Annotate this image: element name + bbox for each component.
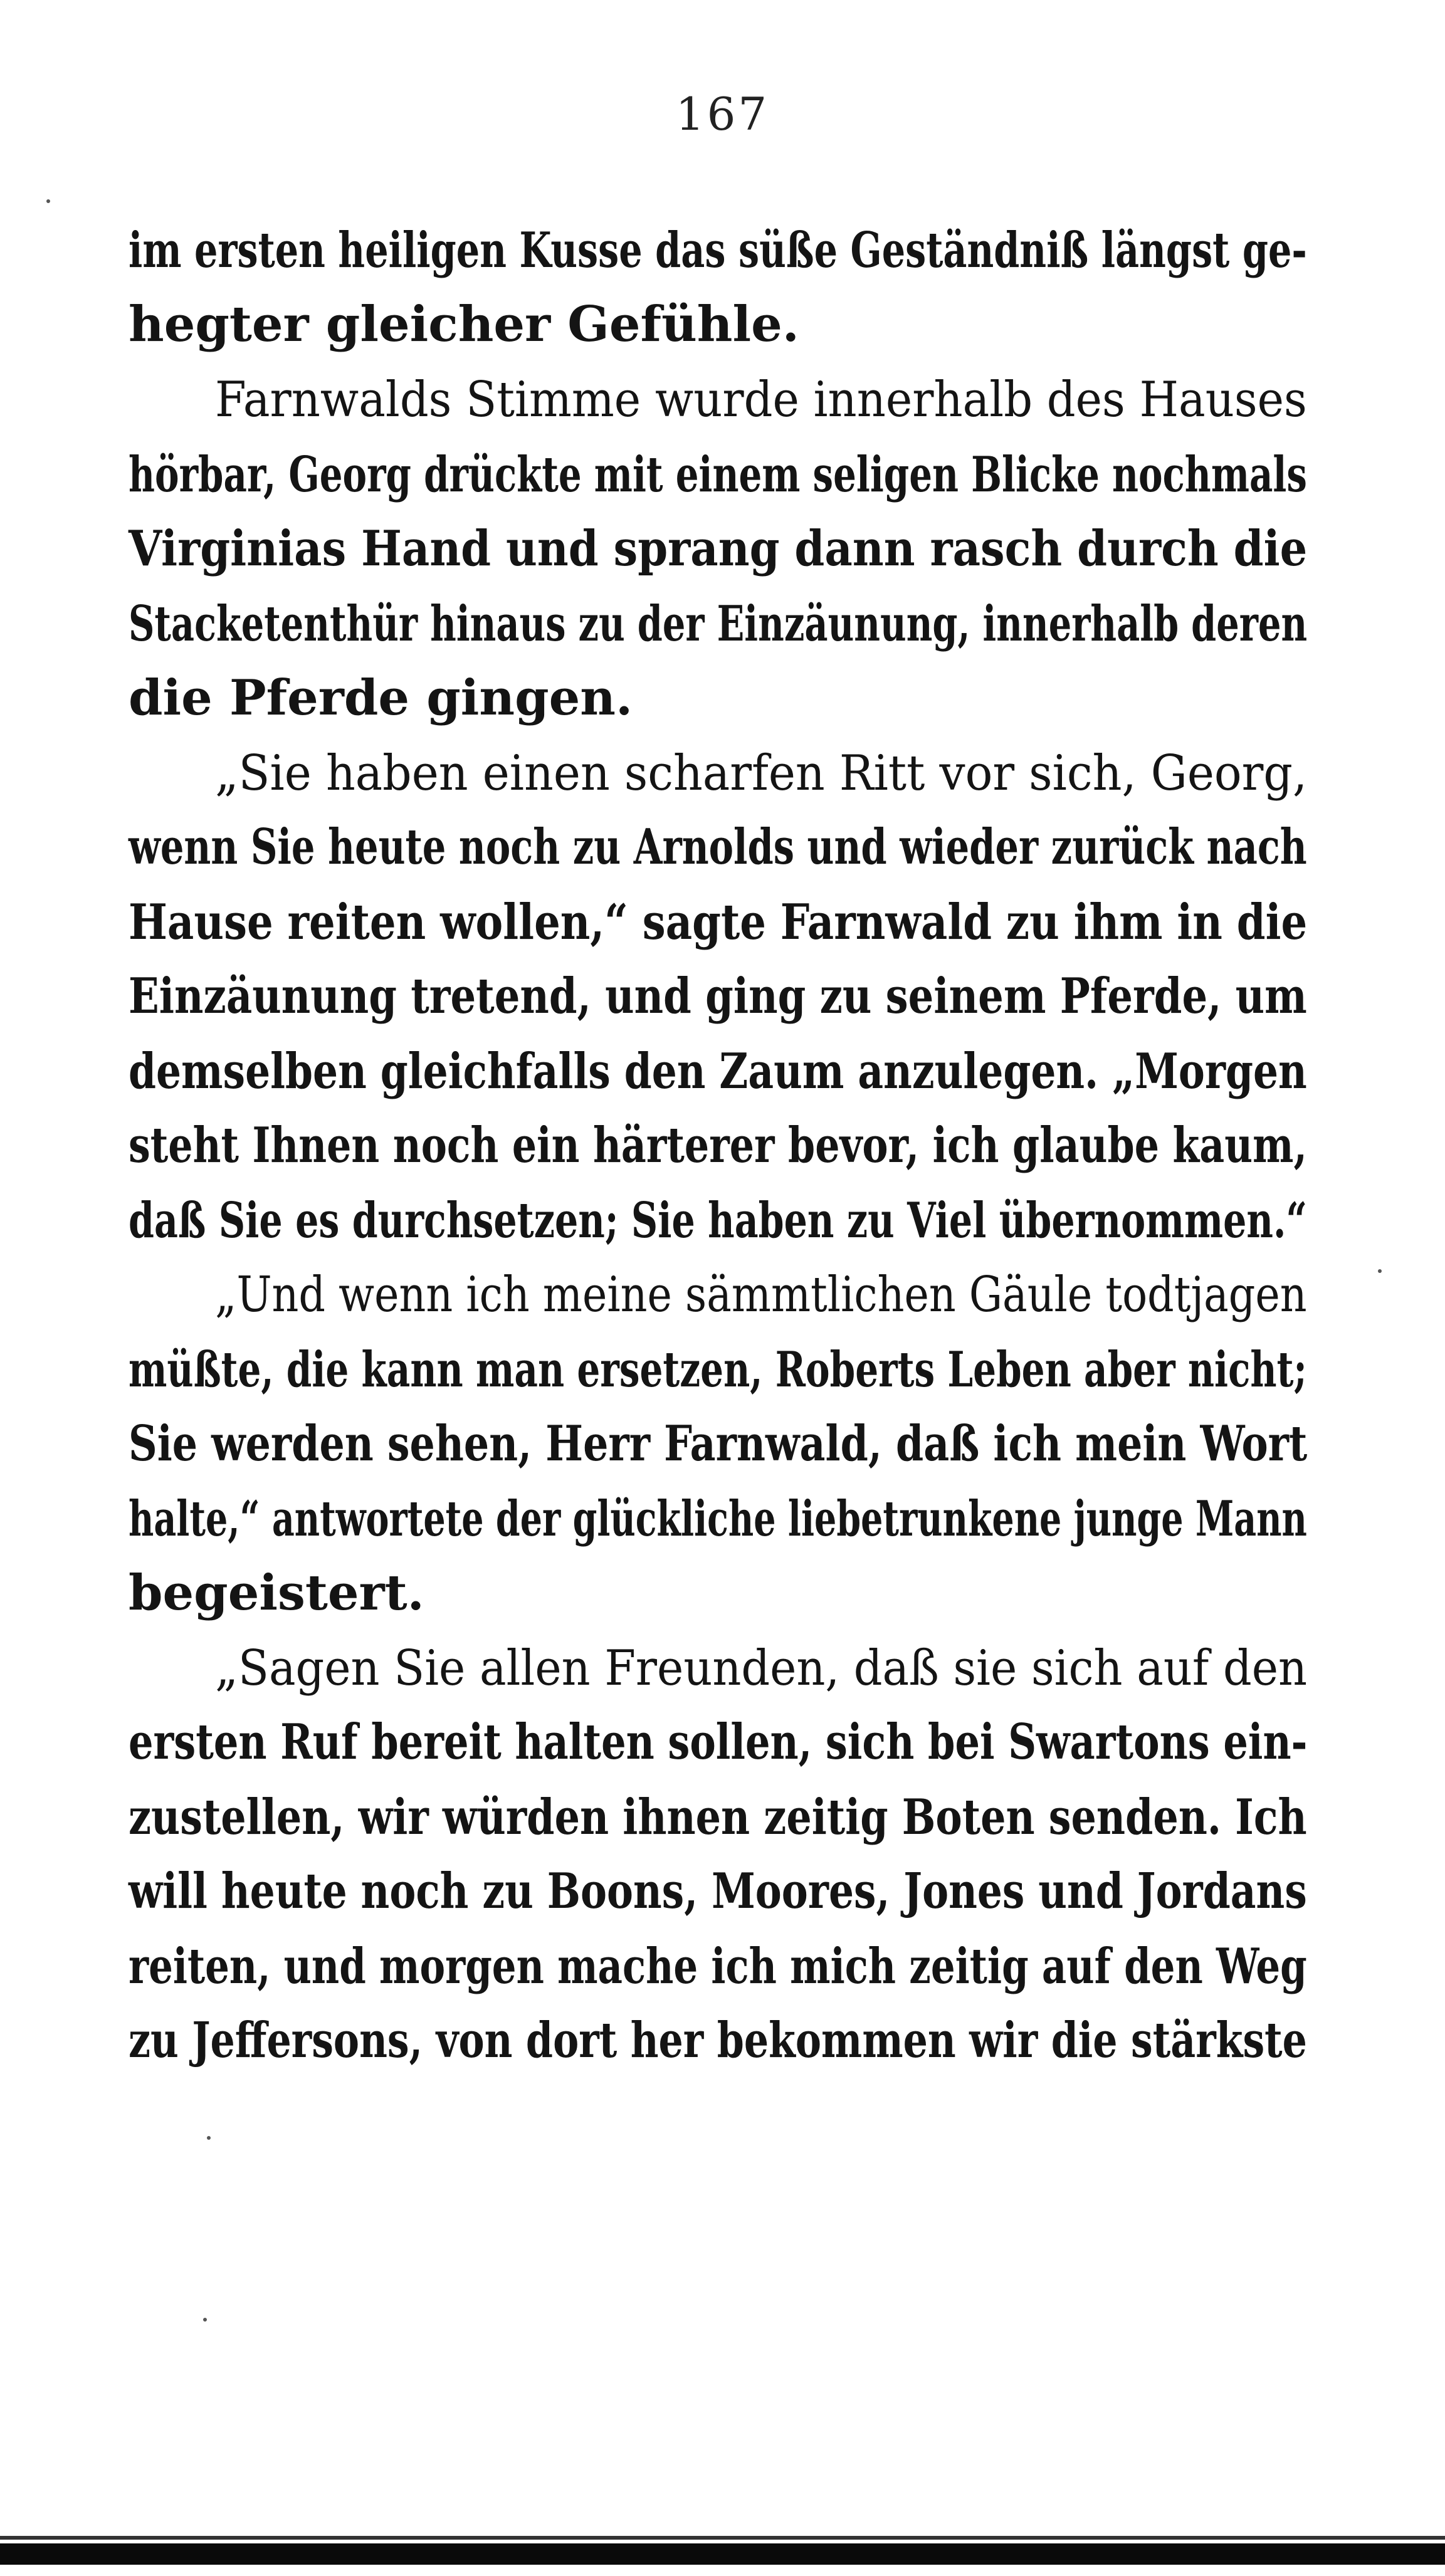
- text-line: daß Sie es durchsetzen; Sie haben zu Viel übernommen.“: [129, 1192, 1308, 1249]
- text-line: die Pferde gingen.: [129, 669, 633, 726]
- text-line: Farnwalds Stimme wurde innerhalb des Hauses: [215, 372, 1307, 428]
- text-line: wenn Sie heute noch zu Arnolds und wieder zurück nach: [129, 819, 1307, 876]
- stray-mark: [203, 2318, 207, 2322]
- text-line: Einzäunung tretend, und ging zu seinem Pferde, um: [129, 968, 1307, 1025]
- text-line: im ersten heiligen Kusse das süße Geständniß längst ge-: [129, 222, 1307, 279]
- text-line: hörbar, Georg drückte mit einem seligen Blicke nochmals: [129, 446, 1307, 503]
- page-edge-line: [0, 2536, 1445, 2540]
- text-line: Hause reiten wollen,“ sagte Farnwald zu ihm in die: [129, 894, 1308, 951]
- page-number: 167: [675, 88, 770, 140]
- text-line: will heute noch zu Boons, Moores, Jones und Jordans: [129, 1863, 1307, 1920]
- text-line: zu Jeffersons, von dort her bekommen wir die stärkste: [129, 2012, 1307, 2069]
- text-line: Stacketenthür hinaus zu der Einzäunung, innerhalb deren: [129, 595, 1308, 652]
- text-line: demselben gleichfalls den Zaum anzulegen. „Morgen: [129, 1043, 1307, 1100]
- text-line: ersten Ruf bereit halten sollen, sich bei Swartons ein-: [129, 1714, 1308, 1771]
- text-line: Sie werden sehen, Herr Farnwald, daß ich mein Wort: [129, 1415, 1308, 1472]
- text-line: reiten, und morgen mache ich mich zeitig auf den Weg: [129, 1938, 1307, 1995]
- text-line: zustellen, wir würden ihnen zeitig Boten senden. Ich: [129, 1789, 1307, 1846]
- text-line: „Sie haben einen scharfen Ritt vor sich, Georg,: [215, 745, 1308, 802]
- text-line: „Sagen Sie allen Freunden, daß sie sich auf den: [215, 1640, 1308, 1697]
- page-edge-bar: [0, 2543, 1445, 2565]
- text-line: begeistert.: [129, 1564, 424, 1621]
- text-line: hegter gleicher Gefühle.: [129, 296, 799, 353]
- text-line: „Und wenn ich meine sämmtlichen Gäule todtjagen: [215, 1267, 1307, 1323]
- stray-mark: [1378, 1269, 1382, 1273]
- text-line: Virginias Hand und sprang dann rasch durch die: [129, 520, 1308, 577]
- text-line: steht Ihnen noch ein härterer bevor, ich glaube kaum,: [129, 1117, 1308, 1174]
- text-line: halte,“ antwortete der glückliche liebetrunkene junge Mann: [129, 1490, 1307, 1547]
- stray-mark: [46, 199, 50, 203]
- stray-mark: [207, 2136, 211, 2140]
- text-line: müßte, die kann man ersetzen, Roberts Leben aber nicht;: [129, 1341, 1307, 1398]
